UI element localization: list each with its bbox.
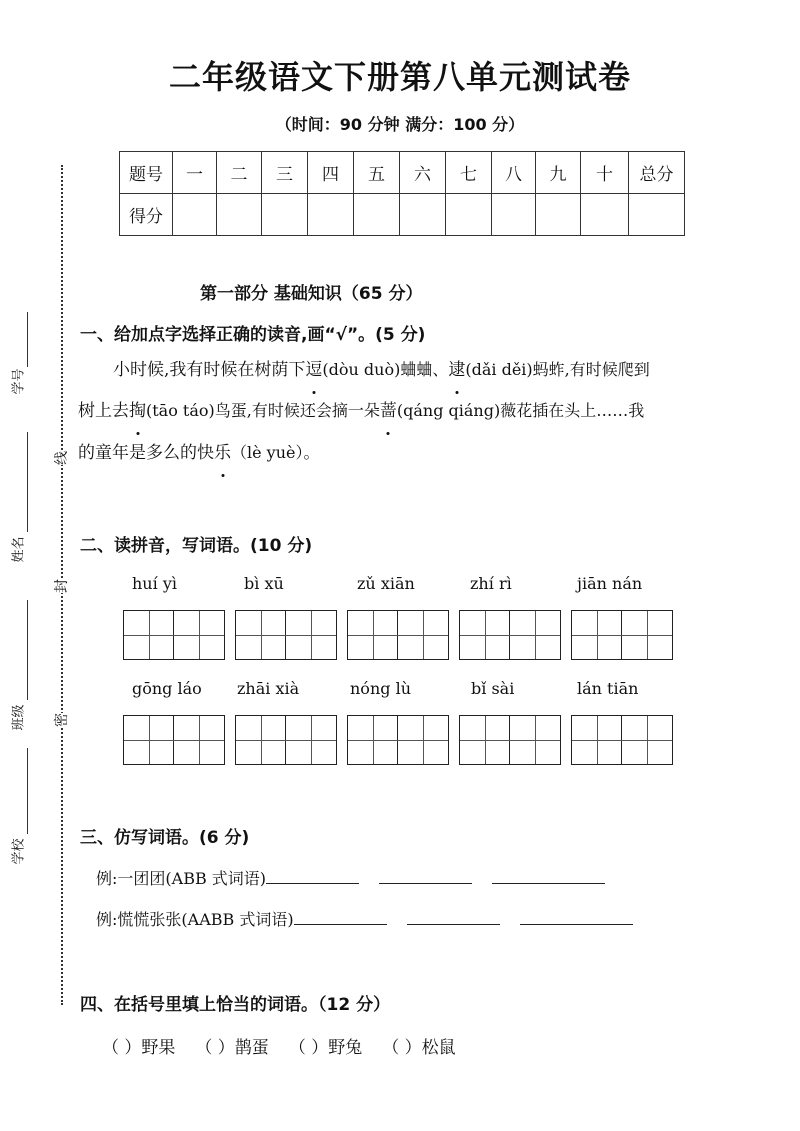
score-cell[interactable] [308,194,354,236]
question-4-heading: 四、在括号里填上恰当的词语。（12 分） [80,995,391,1015]
score-cell[interactable] [581,194,629,236]
score-header-cell: 七 [446,152,492,194]
answer-blank[interactable] [492,869,605,884]
score-header-cell: 总分 [629,152,685,194]
pinyin-label: jiān nán [577,574,643,593]
fill-in-item[interactable]: （ ）鹊蛋 [195,1038,269,1058]
score-cell[interactable] [629,194,685,236]
example-1-label: 例:一团团(ABB 式词语) [96,869,267,888]
class-blank[interactable] [27,600,28,700]
answer-blank[interactable] [407,910,500,925]
question-1-heading: 一、给加点字选择正确的读音,画“√”。(5 分) [80,325,426,345]
question-1-line-3 [78,432,320,474]
question-1-line-1 [113,349,650,391]
student-id-label: 学号 [11,368,27,395]
score-cell[interactable] [536,194,581,236]
score-cell[interactable] [446,194,492,236]
score-cell[interactable] [173,194,217,236]
answer-blank[interactable] [266,869,359,884]
part-heading: 第一部分 基础知识（65 分） [200,284,423,304]
pinyin-label: nóng lù [350,679,411,698]
writing-grid[interactable] [347,610,449,660]
score-cell[interactable] [354,194,400,236]
pinyin-label: zhāi xià [237,679,300,698]
pinyin-label: bǐ sài [471,679,515,698]
pinyin-label: lán tiān [577,679,639,698]
fill-in-item[interactable]: （ ）野兔 [288,1038,363,1058]
pinyin-choice[interactable]: (tāo táo)鸟蛋,有时候还会摘一朵 [146,401,380,420]
example-1-row [96,866,605,889]
score-header-cell: 二 [217,152,262,194]
seal-label-seal: 封 [49,579,73,593]
fill-in-item[interactable]: （ ）野果 [102,1038,176,1058]
score-cell[interactable] [400,194,446,236]
writing-grid[interactable] [347,715,449,765]
answer-blank[interactable] [379,869,472,884]
writing-grid[interactable] [235,610,337,660]
dotted-char: 蔷 [380,390,397,432]
question-3-heading: 三、仿写词语。(6 分) [80,828,250,848]
name-label: 姓名 [11,536,27,563]
score-cell[interactable] [262,194,308,236]
pinyin-label: zǔ xiān [357,574,415,593]
score-header-cell: 题号 [120,152,173,194]
score-table [119,151,685,236]
writing-grid[interactable] [571,715,673,765]
dotted-char: 掏 [129,390,146,432]
answer-blank[interactable] [520,910,633,925]
score-header-cell: 一 [173,152,217,194]
dotted-char: 乐 [214,432,231,474]
score-header-cell: 十 [581,152,629,194]
score-cell[interactable] [492,194,536,236]
seal-label-line: 线 [49,451,73,465]
pinyin-label: gōng láo [132,679,202,698]
school-blank[interactable] [27,748,28,834]
writing-grid[interactable] [571,610,673,660]
text: 小时候,我有时候在树荫下 [113,360,306,380]
writing-grid[interactable] [123,715,225,765]
class-label: 班级 [11,704,27,731]
score-cell[interactable] [217,194,262,236]
score-table-score-row [120,194,685,236]
pinyin-label: bì xū [244,574,284,593]
school-label: 学校 [11,838,27,865]
text: 的童年是多么的快 [78,443,214,463]
pinyin-label: zhí rì [470,574,512,593]
score-header-cell: 九 [536,152,581,194]
writing-grid[interactable] [459,715,561,765]
score-header-cell: 六 [400,152,446,194]
question-1-line-2 [78,390,644,432]
score-header-cell: 四 [308,152,354,194]
student-id-blank[interactable] [27,312,28,367]
pinyin-choice[interactable]: (dòu duò)蛐蛐、 [322,360,449,379]
score-table-header-row [120,152,685,194]
text: 树上去 [78,401,129,421]
page-title: 二年级语文下册第八单元测试卷 [168,58,631,96]
question-4-items [102,1033,456,1058]
pinyin-choice[interactable]: (qáng qiáng)薇花插在头上……我 [396,401,645,420]
writing-grid[interactable] [459,610,561,660]
writing-grid[interactable] [235,715,337,765]
score-header-cell: 五 [354,152,400,194]
pinyin-label: huí yì [132,574,177,593]
fill-in-item[interactable]: （ ）松鼠 [382,1038,456,1058]
score-row-label: 得分 [120,194,173,236]
score-header-cell: 三 [262,152,308,194]
answer-blank[interactable] [294,910,387,925]
name-blank[interactable] [27,432,28,532]
seal-label-secret: 密 [49,713,73,727]
dotted-char: 逗 [305,349,322,391]
exam-info: （时间：90 分钟 满分：100 分） [275,115,525,134]
pinyin-choice[interactable]: （lè yuè）。 [231,443,320,462]
example-2-row [96,907,633,930]
question-2-heading: 二、读拼音，写词语。(10 分) [80,536,313,556]
pinyin-choice[interactable]: (dǎi děi)蚂蚱,有时候爬到 [465,360,650,379]
writing-grid[interactable] [123,610,225,660]
score-header-cell: 八 [492,152,536,194]
example-2-label: 例:慌慌张张(AABB 式词语) [96,910,294,929]
dotted-char: 逮 [448,349,465,391]
